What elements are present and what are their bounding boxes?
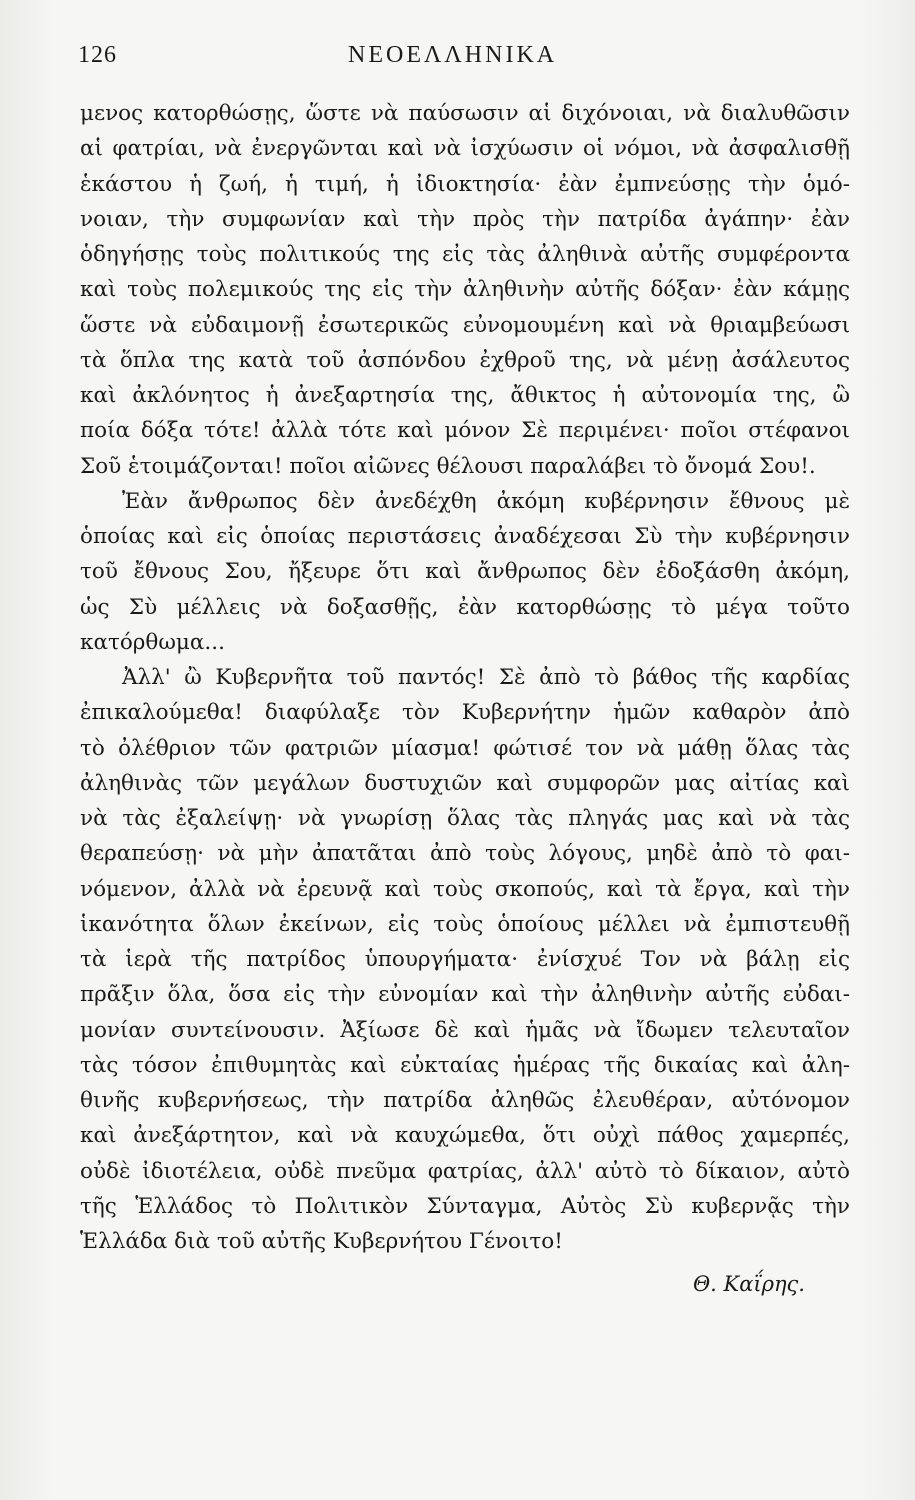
text-line: ἐπικαλούμεθα! διαφύλαξε τὸν Κυβερνήτην ἡμῶν καθαρὸν ἀπὸ <box>80 700 850 726</box>
text-line: τὸ ὀλέθριον τῶν φατριῶν μίασμα! φώτισέ τον νὰ μάθῃ ὅλας τὰς <box>80 735 850 761</box>
text-line: ποία δόξα τότε! ἀλλὰ τότε καὶ μόνον Σὲ περιμένει· ποῖοι στέφανοι <box>80 418 850 444</box>
running-head: ΝΕΟΕΛΛΗΝΙΚΑ <box>348 42 558 68</box>
text-line: μονίαν συντείνουσιν. Ἀξίωσε δὲ καὶ ἡμᾶς νὰ ἴδωμεν τελευταῖον <box>80 1017 850 1043</box>
text-line: νόμενον, ἀλλὰ νὰ ἐρευνᾷ καὶ τοὺς σκοπούς, καὶ τὰ ἔργα, καὶ τὴν <box>80 876 850 902</box>
text-line: καὶ ἀκλόνητος ἡ ἀνεξαρτησία της, ἄθικτος ἡ αὐτονομία της, ὢ <box>80 383 850 408</box>
text-line: αἱ φατρίαι, νὰ ἐνεργῶνται καὶ νὰ ἰσχύωσιν οἱ νόμοι, νὰ ἀσφαλισθῇ <box>80 136 850 162</box>
text-line: Σοῦ ἑτοιμάζονται! ποῖοι αἰῶνες θέλουσι παραλάβει τὸ ὄνομά Σου!. <box>80 453 816 479</box>
text-line: τῆς Ἑλλάδος τὸ Πολιτικὸν Σύνταγμα, Αὐτὸς Σὺ κυβερνᾷς τὴν <box>80 1193 850 1219</box>
text-line: τὰ ὅπλα της κατὰ τοῦ ἀσπόνδου ἐχθροῦ της, νὰ μένῃ ἀσάλευτος <box>80 347 850 373</box>
text-line: θινῆς κυβερνήσεως, τὴν πατρίδα ἀληθῶς ἐλευθέραν, αὐτόνομον <box>80 1088 850 1113</box>
text-line: ὥστε νὰ εὐδαιμονῇ ἐσωτερικῶς εὐνομουμένη καὶ νὰ θριαμβεύωσι <box>80 312 850 338</box>
text-line: τὰς τόσον ἐπιθυμητὰς καὶ εὐκταίας ἡμέρας τῆς δικαίας καὶ ἀλη- <box>80 1052 850 1078</box>
text-line: καὶ τοὺς πολεμικούς της εἰς τὴν ἀληθινὴν αὐτῆς δόξαν· ἐὰν κάμῃς <box>80 277 850 303</box>
body-text <box>80 96 850 1259</box>
text-line: τοῦ ἔθνους Σου, ἤξευρε ὅτι καὶ ἄνθρωπος δὲν ἐδοξάσθη ἀκόμη, <box>80 559 850 585</box>
text-line: Ἑλλάδα διὰ τοῦ αὐτῆς Κυβερνήτου Γένοιτο! <box>80 1229 563 1254</box>
page-header <box>78 42 848 82</box>
text-line: ὁδηγήσῃς τοὺς πολιτικούς της εἰς τὰς ἀληθινὰ αὐτῆς συμφέροντα <box>80 242 850 267</box>
text-line: οὐδὲ ἰδιοτέλεια, οὐδὲ πνεῦμα φατρίας, ἀλλ' αὐτὸ τὸ δίκαιον, αὐτὸ <box>80 1158 850 1184</box>
page-number: 126 <box>78 42 117 68</box>
text-line: καὶ ἀνεξάρτητον, καὶ νὰ καυχώμεθα, ὅτι οὐχὶ πάθος χαμερπές, <box>80 1123 850 1149</box>
text-line: ἱκανότητα ὅλων ἐκείνων, εἰς τοὺς ὁποίους μέλλει νὰ ἐμπιστευθῇ <box>80 911 850 937</box>
text-line: ἀληθινὰς τῶν μεγάλων δυστυχιῶν καὶ συμφορῶν μας αἰτίας καὶ <box>80 770 850 796</box>
text-line: μενος κατορθώσῃς, ὥστε νὰ παύσωσιν αἱ διχόνοιαι, νὰ διαλυθῶσιν <box>80 101 850 126</box>
text-line: κατόρθωμα... <box>80 629 225 655</box>
text-line: ὁποίας καὶ εἰς ὁποίας περιστάσεις ἀναδέχεσαι Σὺ τὴν κυβέρνησιν <box>80 524 850 549</box>
text-line: νὰ τὰς ἐξαλείψῃ· νὰ γνωρίσῃ ὅλας τὰς πληγάς μας καὶ νὰ τὰς <box>80 806 850 831</box>
text-line: τὰ ἱερὰ τῆς πατρίδος ὑπουργήματα· ἐνίσχυέ Τον νὰ βάλῃ εἰς <box>80 947 850 972</box>
paragraph-start-line: Ἀλλ' ὢ Κυβερνῆτα τοῦ παντός! Σὲ ἀπὸ τὸ βάθος τῆς καρδίας <box>122 665 850 690</box>
text-line: νοιαν, τὴν συμφωνίαν καὶ τὴν πρὸς τὴν πατρίδα ἀγάπην· ἐὰν <box>80 206 850 232</box>
text-line: ὡς Σὺ μέλλεις νὰ δοξασθῇς, ἐὰν κατορθώσῃς τὸ μέγα τοῦτο <box>80 594 850 620</box>
paragraph-start-line: Ἐὰν ἄνθρωπος δὲν ἀνεδέχθη ἀκόμη κυβέρνησιν ἔθνους μὲ <box>122 488 850 514</box>
text-line: πρᾶξιν ὅλα, ὅσα εἰς τὴν εὐνομίαν καὶ τὴν ἀληθινὴν αὐτῆς εὐδαι- <box>80 982 850 1008</box>
text-line: ἑκάστου ἡ ζωή, ἡ τιμή, ἡ ἰδιοκτησία· ἐὰν ἐμπνεύσῃς τὴν ὁμό- <box>80 171 850 197</box>
text-line: θεραπεύσῃ· νὰ μὴν ἀπατᾶται ἀπὸ τοὺς λόγους, μηδὲ ἀπὸ τὸ φαι- <box>80 841 850 867</box>
author-signature: Θ. Καΐρης. <box>692 1272 805 1296</box>
